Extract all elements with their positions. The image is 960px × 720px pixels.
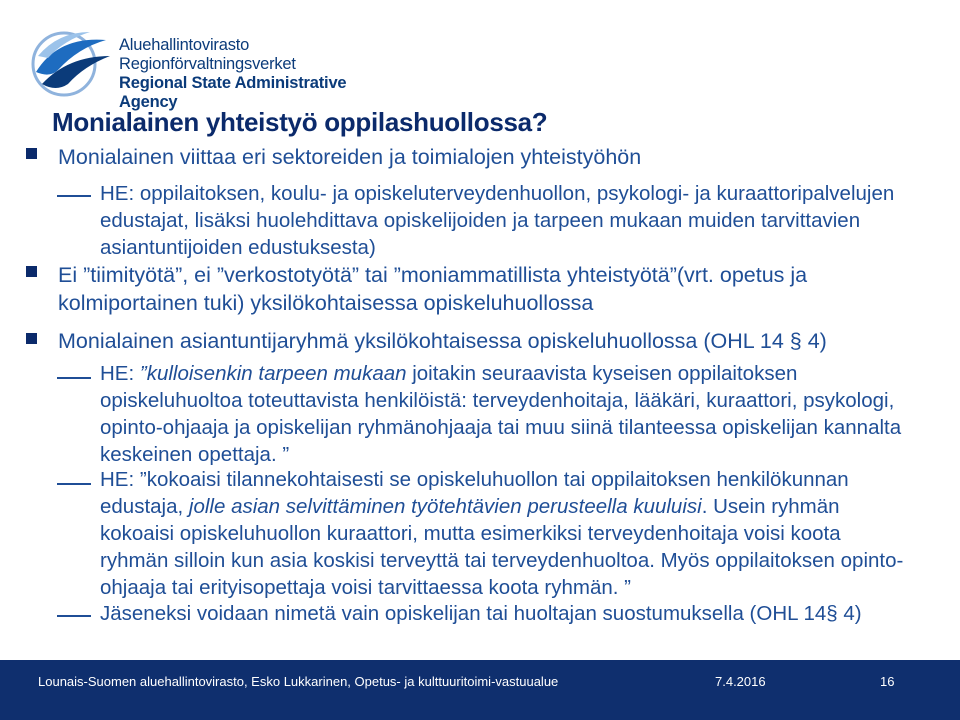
sub-line [100, 493, 903, 520]
sub-line: ohjaaja tai erityisopettaja voisi tarvittaessa koota ryhmän. ” [100, 576, 631, 599]
sub-italic: ”kulloisenkin tarpeen mukaan [139, 362, 407, 385]
bullet-square-icon [26, 333, 37, 344]
agency-name-sv: Regionförvaltningsverket [119, 55, 296, 73]
footer-bar [0, 660, 960, 720]
agency-name-fi: Aluehallintovirasto [119, 36, 250, 54]
dash-icon [57, 377, 91, 379]
sub-prefix: edustaja, [100, 495, 189, 518]
bullet-3-sub-3: Jäseneksi voidaan nimetä vain opiskelijan tai huoltajan suostumuksella (OHL 14§ 4) [100, 602, 862, 625]
bullet-line: kolmiportainen tuki) yksilökohtaisessa opiskeluhuollossa [58, 290, 594, 315]
sub-line: keskeinen opettaja. ” [100, 443, 290, 466]
bullet-3-sub-2 [100, 466, 903, 601]
sub-line: kokoaisi opiskeluhuollon kuraattori, mutta esimerkiksi terveydenhoitaja voisi koota [100, 522, 841, 545]
sub-rest: . Usein ryhmän [701, 495, 840, 518]
agency-name-en: Regional State Administrative Agency [119, 74, 347, 111]
bullet-1-text: Monialainen viittaa eri sektoreiden ja toimialojen yhteistyöhön [58, 145, 642, 169]
bullet-1-sub-1 [100, 180, 894, 261]
bullet-3-text: Monialainen asiantuntijaryhmä yksilökohtaisessa opiskeluhuollossa (OHL 14 § 4) [58, 329, 827, 353]
footer-credit: Lounais-Suomen aluehallintovirasto, Esko Lukkarinen, Opetus- ja kulttuuritoimi-vastuualue [38, 674, 559, 689]
slide-title: Monialainen yhteistyö oppilashuollossa? [52, 107, 548, 137]
bullet-2-text [58, 262, 807, 317]
sub-line: opiskeluhuoltoa toteuttavista henkilöistä: terveydenhoitaja, lääkäri, kuraattori, psykologi, [100, 389, 895, 412]
footer-date: 7.4.2016 [715, 674, 766, 689]
sub-line: edustajat, lisäksi huolehdittava opiskelijoiden ja tarpeen mukaan muiden tarvittavien [100, 209, 861, 232]
sub-prefix: HE: [100, 362, 140, 385]
dash-icon [57, 195, 91, 197]
sub-line [100, 360, 901, 387]
sub-line: HE: ”kokoaisi tilannekohtaisesti se opiskeluhuollon tai oppilaitoksen henkilökunnan [100, 468, 849, 491]
bullet-3-sub-1 [100, 360, 901, 468]
sub-italic: jolle asian selvittäminen työtehtävien perusteella kuuluisi [188, 495, 702, 518]
dash-icon [57, 483, 91, 485]
sub-line: asiantuntijoiden edustuksesta) [100, 236, 376, 259]
bullet-square-icon [26, 148, 37, 159]
sub-rest: joitakin seuraavista kyseisen oppilaitoksen [406, 362, 798, 385]
sub-line: HE: oppilaitoksen, koulu- ja opiskeluterveydenhuollon, psykologi- ja kuraattoripalvelujen [100, 182, 895, 205]
bullet-square-icon [26, 266, 37, 277]
page-number: 16 [880, 674, 895, 689]
sub-line: opinto-ohjaaja ja opiskelijan ryhmänohjaaja tai muu siinä tilanteessa opiskelijan kannalta [100, 416, 902, 439]
bullet-line: Ei ”tiimityötä”, ei ”verkostotyötä” tai ”moniammatillista yhteistyötä”(vrt. opetus ja [58, 263, 808, 287]
sub-line: ryhmän silloin kun asia koskisi terveyttä tai terveydenhuoltoa. Myös oppilaitoksen opinto- [100, 549, 904, 572]
dash-icon [57, 615, 91, 617]
